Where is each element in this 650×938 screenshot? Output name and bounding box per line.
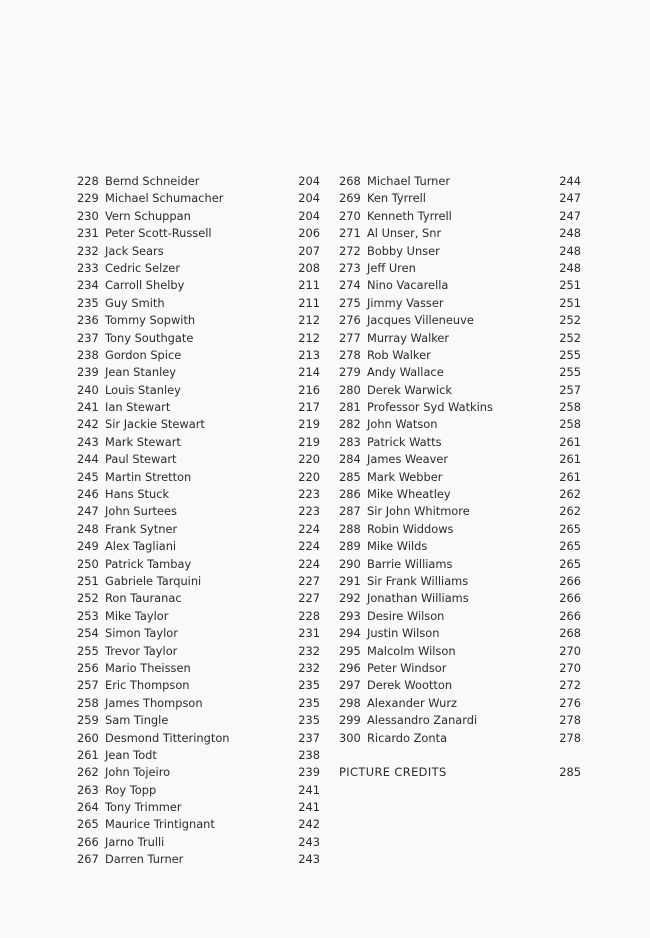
index-entry bbox=[77, 764, 320, 781]
entry-number: 241 bbox=[77, 400, 99, 415]
entry-number: 273 bbox=[339, 260, 361, 275]
entry-number: 247 bbox=[77, 504, 99, 519]
index-entry bbox=[339, 364, 581, 381]
index-entry bbox=[339, 330, 581, 347]
entry-page-number: 265 bbox=[559, 539, 581, 554]
index-entry bbox=[77, 451, 320, 468]
entry-page-number: 265 bbox=[559, 521, 581, 536]
entry-page-number: 211 bbox=[298, 278, 320, 293]
entry-page-number: 252 bbox=[559, 313, 581, 328]
index-entry bbox=[77, 730, 320, 747]
entry-number: 239 bbox=[77, 365, 99, 380]
entry-name: Ken Tyrrell bbox=[367, 191, 426, 206]
index-entry bbox=[77, 295, 320, 312]
entry-name: Andy Wallace bbox=[367, 365, 444, 380]
entry-page-number: 239 bbox=[298, 765, 320, 780]
index-entry bbox=[77, 643, 320, 660]
entry-number: 281 bbox=[339, 400, 361, 415]
entry-page-number: 278 bbox=[559, 713, 581, 728]
entry-number: 257 bbox=[77, 678, 99, 693]
entry-name: James Thompson bbox=[105, 695, 203, 710]
entry-page-number: 228 bbox=[298, 608, 320, 623]
entry-number: 287 bbox=[339, 504, 361, 519]
index-column-left bbox=[77, 173, 320, 869]
entry-page-number: 227 bbox=[298, 573, 320, 588]
entry-page-number: 278 bbox=[559, 730, 581, 745]
entry-page-number: 257 bbox=[559, 382, 581, 397]
index-entry bbox=[339, 660, 581, 677]
entry-page-number: 266 bbox=[559, 573, 581, 588]
index-entry bbox=[339, 451, 581, 468]
entry-page-number: 224 bbox=[298, 556, 320, 571]
entry-name: Mike Wilds bbox=[367, 539, 428, 554]
entry-number: 279 bbox=[339, 365, 361, 380]
entry-number: 258 bbox=[77, 695, 99, 710]
index-entry bbox=[339, 573, 581, 590]
entry-page-number: 232 bbox=[298, 660, 320, 675]
entry-name: Mark Stewart bbox=[105, 434, 181, 449]
entry-number: 299 bbox=[339, 713, 361, 728]
entry-number: 263 bbox=[77, 782, 99, 797]
entry-page-number: 268 bbox=[559, 626, 581, 641]
entry-name: Desmond Titterington bbox=[105, 730, 230, 745]
entry-name: Tony Trimmer bbox=[105, 800, 182, 815]
entry-name: Al Unser, Snr bbox=[367, 226, 442, 241]
entry-page-number: 247 bbox=[559, 191, 581, 206]
entry-number: 248 bbox=[77, 521, 99, 536]
entry-number: 286 bbox=[339, 487, 361, 502]
entry-name: Alessandro Zanardi bbox=[367, 713, 478, 728]
index-entry bbox=[77, 834, 320, 851]
entry-page-number: 261 bbox=[559, 452, 581, 467]
entry-name: Gabriele Tarquini bbox=[105, 573, 202, 588]
entry-number: 259 bbox=[77, 713, 99, 728]
entry-name: Simon Taylor bbox=[105, 626, 178, 641]
entry-number: 300 bbox=[339, 730, 361, 745]
entry-name: Tommy Sopwith bbox=[105, 313, 196, 328]
index-entry bbox=[77, 625, 320, 642]
entry-name: Ricardo Zonta bbox=[367, 730, 448, 745]
entry-number: 296 bbox=[339, 660, 361, 675]
entry-name: Eric Thompson bbox=[105, 678, 190, 693]
entry-page-number: 219 bbox=[298, 417, 320, 432]
entry-number: 253 bbox=[77, 608, 99, 623]
entry-name: Patrick Tambay bbox=[105, 556, 192, 571]
index-entry bbox=[77, 434, 320, 451]
entry-page-number: 276 bbox=[559, 695, 581, 710]
entry-name: Tony Southgate bbox=[105, 330, 194, 345]
entry-number: 291 bbox=[339, 573, 361, 588]
entry-page-number: 237 bbox=[298, 730, 320, 745]
entry-number: 255 bbox=[77, 643, 99, 658]
entry-name: Jean Stanley bbox=[105, 365, 176, 380]
entry-name: Jean Todt bbox=[105, 747, 157, 762]
entry-page-number: 248 bbox=[559, 260, 581, 275]
index-entry bbox=[77, 347, 320, 364]
entry-number: 289 bbox=[339, 539, 361, 554]
entry-name: John Watson bbox=[367, 417, 438, 432]
index-entry bbox=[77, 486, 320, 503]
entry-page-number: 243 bbox=[298, 852, 320, 867]
entry-name: Gordon Spice bbox=[105, 347, 182, 362]
index-entry bbox=[77, 225, 320, 242]
entry-number: 265 bbox=[77, 817, 99, 832]
index-entry bbox=[339, 225, 581, 242]
entry-page-number: 204 bbox=[298, 174, 320, 188]
index-entry bbox=[339, 521, 581, 538]
entry-name: Paul Stewart bbox=[105, 452, 177, 467]
entry-number: 235 bbox=[77, 295, 99, 310]
picture-credits-label: PICTURE CREDITS bbox=[339, 765, 447, 779]
entry-page-number: 204 bbox=[298, 208, 320, 223]
entry-page-number: 206 bbox=[298, 226, 320, 241]
entry-number: 228 bbox=[77, 174, 99, 188]
index-entry bbox=[77, 747, 320, 764]
entry-name: Derek Warwick bbox=[367, 382, 452, 397]
entry-name: Cedric Selzer bbox=[105, 260, 180, 275]
index-entry bbox=[77, 556, 320, 573]
picture-credits-entry bbox=[339, 764, 581, 781]
entry-page-number: 258 bbox=[559, 400, 581, 415]
entry-name: Peter Windsor bbox=[367, 660, 447, 675]
entry-page-number: 243 bbox=[298, 834, 320, 849]
entry-page-number: 265 bbox=[559, 556, 581, 571]
index-entry bbox=[339, 382, 581, 399]
index-entry bbox=[339, 295, 581, 312]
entry-number: 236 bbox=[77, 313, 99, 328]
entry-page-number: 223 bbox=[298, 487, 320, 502]
entry-name: Alex Tagliani bbox=[105, 539, 177, 554]
entry-page-number: 266 bbox=[559, 608, 581, 623]
entry-name: Jack Sears bbox=[105, 243, 164, 258]
index-entry bbox=[77, 521, 320, 538]
entry-name: Sir Jackie Stewart bbox=[105, 417, 205, 432]
entry-name: Malcolm Wilson bbox=[367, 643, 456, 658]
entry-page-number: 251 bbox=[559, 295, 581, 310]
entry-page-number: 242 bbox=[298, 817, 320, 832]
index-entry bbox=[77, 173, 320, 190]
entry-number: 290 bbox=[339, 556, 361, 571]
index-entry bbox=[77, 399, 320, 416]
entry-number: 238 bbox=[77, 347, 99, 362]
index-entry bbox=[339, 399, 581, 416]
entry-name: Jeff Uren bbox=[367, 260, 416, 275]
index-entry bbox=[339, 538, 581, 555]
index-entry bbox=[77, 608, 320, 625]
index-entry bbox=[77, 416, 320, 433]
entry-number: 297 bbox=[339, 678, 361, 693]
entry-number: 231 bbox=[77, 226, 99, 241]
index-entry bbox=[339, 625, 581, 642]
index-entry bbox=[77, 190, 320, 207]
entry-page-number: 217 bbox=[298, 400, 320, 415]
entry-number: 233 bbox=[77, 260, 99, 275]
entry-page-number: 235 bbox=[298, 713, 320, 728]
entry-number: 288 bbox=[339, 521, 361, 536]
index-entry bbox=[339, 486, 581, 503]
index-entry bbox=[339, 277, 581, 294]
index-entry bbox=[339, 347, 581, 364]
index-entry bbox=[339, 503, 581, 520]
entry-page-number: 212 bbox=[298, 313, 320, 328]
index-entry bbox=[339, 208, 581, 225]
entry-name: Louis Stanley bbox=[105, 382, 181, 397]
entry-page-number: 248 bbox=[559, 226, 581, 241]
entry-name: Darren Turner bbox=[105, 852, 184, 867]
entry-name: Maurice Trintignant bbox=[105, 817, 215, 832]
index-entry bbox=[77, 260, 320, 277]
entry-name: Sam Tingle bbox=[105, 713, 169, 728]
entry-page-number: 211 bbox=[298, 295, 320, 310]
entry-number: 277 bbox=[339, 330, 361, 345]
index-entry bbox=[77, 573, 320, 590]
index-entry bbox=[339, 260, 581, 277]
entry-name: Desire Wilson bbox=[367, 608, 445, 623]
index-entry bbox=[77, 677, 320, 694]
entry-number: 260 bbox=[77, 730, 99, 745]
entry-page-number: 224 bbox=[298, 521, 320, 536]
entry-page-number: 223 bbox=[298, 504, 320, 519]
entry-name: Jonathan Williams bbox=[367, 591, 469, 606]
index-entry bbox=[77, 782, 320, 799]
index-entry bbox=[339, 190, 581, 207]
entry-name: Bernd Schneider bbox=[105, 174, 200, 188]
entry-page-number: 272 bbox=[559, 678, 581, 693]
entry-number: 283 bbox=[339, 434, 361, 449]
entry-number: 276 bbox=[339, 313, 361, 328]
entry-name: Ian Stewart bbox=[105, 400, 171, 415]
entry-name: Nino Vacarella bbox=[367, 278, 449, 293]
entry-number: 275 bbox=[339, 295, 361, 310]
entry-name: Jimmy Vasser bbox=[367, 295, 444, 310]
entry-number: 254 bbox=[77, 626, 99, 641]
entry-page-number: 231 bbox=[298, 626, 320, 641]
entry-page-number: 258 bbox=[559, 417, 581, 432]
index-entry bbox=[77, 712, 320, 729]
entry-name: Hans Stuck bbox=[105, 487, 170, 502]
entry-name: Sir John Whitmore bbox=[367, 504, 470, 519]
index-entry bbox=[77, 851, 320, 868]
index-entry bbox=[339, 608, 581, 625]
entry-number: 285 bbox=[339, 469, 361, 484]
entry-name: Mike Taylor bbox=[105, 608, 169, 623]
entry-number: 246 bbox=[77, 487, 99, 502]
entry-name: Trevor Taylor bbox=[105, 643, 178, 658]
entry-number: 267 bbox=[77, 852, 99, 867]
entry-number: 230 bbox=[77, 208, 99, 223]
entry-page-number: 232 bbox=[298, 643, 320, 658]
entry-name: Martin Stretton bbox=[105, 469, 192, 484]
index-entry bbox=[339, 434, 581, 451]
index-entry bbox=[339, 173, 581, 190]
entry-name: Ron Tauranac bbox=[105, 591, 182, 606]
entry-page-number: 204 bbox=[298, 191, 320, 206]
entry-page-number: 219 bbox=[298, 434, 320, 449]
index-entry bbox=[339, 677, 581, 694]
entry-page-number: 251 bbox=[559, 278, 581, 293]
entry-name: Kenneth Tyrrell bbox=[367, 208, 452, 223]
entry-number: 266 bbox=[77, 834, 99, 849]
entry-number: 262 bbox=[77, 765, 99, 780]
entry-name: Frank Sytner bbox=[105, 521, 178, 536]
entry-page-number: 227 bbox=[298, 591, 320, 606]
index-entry bbox=[339, 730, 581, 747]
entry-page-number: 255 bbox=[559, 347, 581, 362]
entry-page-number: 262 bbox=[559, 504, 581, 519]
entry-number: 251 bbox=[77, 573, 99, 588]
entry-name: Professor Syd Watkins bbox=[367, 400, 493, 415]
entry-name: Patrick Watts bbox=[367, 434, 442, 449]
entry-number: 234 bbox=[77, 278, 99, 293]
index-entry bbox=[77, 695, 320, 712]
entry-number: 268 bbox=[339, 174, 361, 188]
entry-page-number: 255 bbox=[559, 365, 581, 380]
entry-name: Jarno Trulli bbox=[105, 834, 165, 849]
index-entry bbox=[77, 382, 320, 399]
index-entry bbox=[77, 277, 320, 294]
entry-page-number: 235 bbox=[298, 695, 320, 710]
entry-name: James Weaver bbox=[367, 452, 449, 467]
entry-name: Bobby Unser bbox=[367, 243, 440, 258]
entry-name: Peter Scott-Russell bbox=[105, 226, 212, 241]
entry-number: 261 bbox=[77, 747, 99, 762]
entry-number: 278 bbox=[339, 347, 361, 362]
entry-number: 293 bbox=[339, 608, 361, 623]
index-entry bbox=[339, 695, 581, 712]
entry-page-number: 252 bbox=[559, 330, 581, 345]
entry-page-number: 270 bbox=[559, 643, 581, 658]
entry-name: Murray Walker bbox=[367, 330, 450, 345]
entry-number: 294 bbox=[339, 626, 361, 641]
index-entry bbox=[339, 556, 581, 573]
entry-name: Barrie Williams bbox=[367, 556, 453, 571]
entry-name: Jacques Villeneuve bbox=[367, 313, 474, 328]
index-entry bbox=[339, 643, 581, 660]
index-entry bbox=[339, 416, 581, 433]
index-entry bbox=[77, 590, 320, 607]
entry-number: 244 bbox=[77, 452, 99, 467]
entry-name: Justin Wilson bbox=[367, 626, 440, 641]
entry-name: Mark Webber bbox=[367, 469, 443, 484]
index-entry bbox=[77, 538, 320, 555]
entry-page-number: 238 bbox=[298, 747, 320, 762]
index-entry bbox=[339, 590, 581, 607]
entry-page-number: 220 bbox=[298, 452, 320, 467]
entry-name: Mike Wheatley bbox=[367, 487, 451, 502]
entry-number: 252 bbox=[77, 591, 99, 606]
entry-name: Mario Theissen bbox=[105, 660, 191, 675]
entry-page-number: 248 bbox=[559, 243, 581, 258]
entry-name: Michael Turner bbox=[367, 174, 451, 188]
entry-name: Guy Smith bbox=[105, 295, 165, 310]
entry-name: Roy Topp bbox=[105, 782, 157, 797]
entry-page-number: 214 bbox=[298, 365, 320, 380]
entry-page-number: 241 bbox=[298, 782, 320, 797]
entry-page-number: 208 bbox=[298, 260, 320, 275]
index-entry bbox=[339, 712, 581, 729]
index-entry bbox=[77, 330, 320, 347]
entry-number: 256 bbox=[77, 660, 99, 675]
entry-name: Sir Frank Williams bbox=[367, 573, 469, 588]
index-entry bbox=[77, 816, 320, 833]
index-entry bbox=[77, 799, 320, 816]
entry-name: Robin Widdows bbox=[367, 521, 454, 536]
entry-number: 272 bbox=[339, 243, 361, 258]
entry-number: 243 bbox=[77, 434, 99, 449]
entry-page-number: 212 bbox=[298, 330, 320, 345]
entry-number: 232 bbox=[77, 243, 99, 258]
entry-number: 240 bbox=[77, 382, 99, 397]
index-entry bbox=[77, 660, 320, 677]
entry-page-number: 270 bbox=[559, 660, 581, 675]
entry-name: John Surtees bbox=[105, 504, 177, 519]
entry-name: Carroll Shelby bbox=[105, 278, 185, 293]
entry-number: 282 bbox=[339, 417, 361, 432]
entry-page-number: 261 bbox=[559, 469, 581, 484]
entry-page-number: 235 bbox=[298, 678, 320, 693]
entry-page-number: 247 bbox=[559, 208, 581, 223]
entry-name: Michael Schumacher bbox=[105, 191, 224, 206]
entry-number: 271 bbox=[339, 226, 361, 241]
index-entry bbox=[77, 503, 320, 520]
entry-number: 298 bbox=[339, 695, 361, 710]
entry-page-number: 224 bbox=[298, 539, 320, 554]
entry-number: 237 bbox=[77, 330, 99, 345]
index-entry bbox=[77, 469, 320, 486]
entry-page-number: 262 bbox=[559, 487, 581, 502]
entry-number: 249 bbox=[77, 539, 99, 554]
entry-number: 242 bbox=[77, 417, 99, 432]
entry-name: Alexander Wurz bbox=[367, 695, 457, 710]
entry-page-number: 244 bbox=[559, 174, 581, 188]
entry-page-number: 207 bbox=[298, 243, 320, 258]
entry-page-number: 216 bbox=[298, 382, 320, 397]
entry-name: Vern Schuppan bbox=[105, 208, 191, 223]
picture-credits-page: 285 bbox=[559, 765, 581, 779]
entry-number: 264 bbox=[77, 800, 99, 815]
index-entry bbox=[77, 243, 320, 260]
index-entry bbox=[77, 312, 320, 329]
entry-number: 250 bbox=[77, 556, 99, 571]
entry-page-number: 261 bbox=[559, 434, 581, 449]
entry-number: 274 bbox=[339, 278, 361, 293]
index-entry bbox=[77, 208, 320, 225]
index-entry bbox=[339, 243, 581, 260]
entry-number: 280 bbox=[339, 382, 361, 397]
entry-name: John Tojeiro bbox=[105, 765, 171, 780]
entry-number: 270 bbox=[339, 208, 361, 223]
index-entry bbox=[77, 364, 320, 381]
entry-number: 245 bbox=[77, 469, 99, 484]
index-entry bbox=[339, 312, 581, 329]
entry-page-number: 241 bbox=[298, 800, 320, 815]
index-entry bbox=[339, 469, 581, 486]
entry-name: Derek Wootton bbox=[367, 678, 453, 693]
entry-name: Rob Walker bbox=[367, 347, 431, 362]
entry-page-number: 213 bbox=[298, 347, 320, 362]
entry-page-number: 220 bbox=[298, 469, 320, 484]
entry-number: 269 bbox=[339, 191, 361, 206]
entry-number: 292 bbox=[339, 591, 361, 606]
entry-number: 229 bbox=[77, 191, 99, 206]
entry-page-number: 266 bbox=[559, 591, 581, 606]
index-column-right bbox=[339, 173, 581, 747]
entry-number: 284 bbox=[339, 452, 361, 467]
entry-number: 295 bbox=[339, 643, 361, 658]
